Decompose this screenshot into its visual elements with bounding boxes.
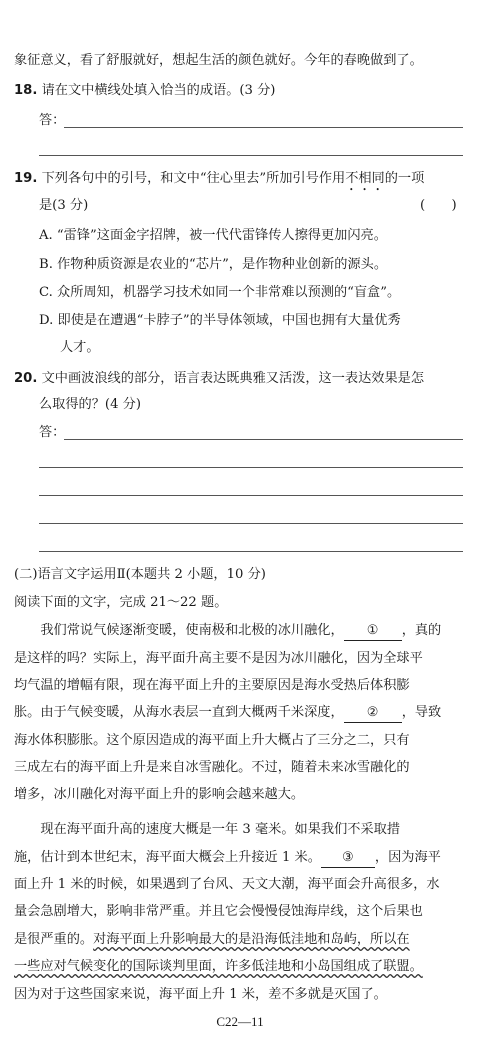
question-19-text-part2: 的一项 [384, 171, 425, 186]
answer-line[interactable] [39, 155, 463, 156]
question-20 [14, 370, 424, 388]
question-19-number: 19. [14, 171, 38, 186]
question-20-answer-label: 答： [39, 425, 66, 440]
passage-text: 是很严重的。 [14, 932, 94, 947]
answer-line[interactable] [64, 439, 463, 440]
passage-line: 量会急剧增大，影响非常严重。并且它会慢慢侵蚀海岸线，这个后果也 [14, 904, 423, 919]
passage-text: 施，估计到本世纪末，海平面大概会上升接近 1 米。 [14, 850, 321, 865]
wavy-underlined-text: 对海平面上升影响最大的是沿海低洼地和岛屿，所以在 [93, 932, 410, 947]
option-d: D. 即使是在遭遇“卡脖子”的半导体领域，中国也拥有大量优秀 [39, 313, 401, 328]
question-20-number: 20. [14, 371, 38, 386]
question-19-text-part1: 下列各句中的引号，和文中“往心里去”所加引号作用 [41, 171, 346, 186]
page-footer: C22—11 [216, 1014, 264, 1029]
passage-text: ，导致 [401, 705, 442, 720]
passage-line [14, 622, 441, 641]
passage-line [14, 931, 410, 949]
option-a: A. “雷锋”这面金字招牌，被一代代雷锋传人擦得更加闪亮。 [39, 228, 387, 243]
passage-text: 胀。由于气候变暖，从海水表层一直到大概两千米深度， [14, 705, 344, 720]
wavy-underlined-text: 一些应对气候变化的国际谈判里面，许多低洼地和小岛国组成了联盟。 [14, 959, 423, 974]
passage-text: ，真的 [401, 623, 442, 638]
section-instruction: 阅读下面的文字，完成 21～22 题。 [14, 595, 228, 610]
answer-line[interactable] [39, 495, 463, 496]
passage-line: 现在海平面升高的速度大概是一年 3 毫米。如果我们不采取措 [14, 822, 401, 837]
passage-continuation: 象征意义，看了舒服就好，想起生活的颜色就好。今年的春晚做到了。 [14, 53, 423, 68]
answer-bracket[interactable]: ( ) [420, 198, 457, 213]
answer-line[interactable] [39, 523, 463, 524]
passage-line [14, 704, 441, 723]
passage-text: ，因为海平 [374, 850, 441, 865]
emphasis-dots-text: 不相同 [345, 171, 385, 186]
question-18-answer-label: 答： [39, 113, 66, 128]
blank-2[interactable]: ② [344, 704, 402, 723]
option-d-continued: 人才。 [60, 340, 100, 355]
question-18 [14, 82, 275, 100]
passage-line [14, 849, 441, 868]
answer-line[interactable] [64, 127, 463, 128]
question-20-text-line2: 么取得的？(4 分) [39, 397, 141, 412]
question-20-text: 文中画波浪线的部分，语言表达既典雅又活泼，这一表达效果是怎 [41, 371, 425, 386]
question-18-text: 请在文中横线处填入恰当的成语。(3 分) [41, 83, 276, 98]
passage-text: 我们常说气候逐渐变暖，使南极和北极的冰川融化， [14, 623, 344, 638]
answer-line[interactable] [39, 551, 463, 552]
option-b: B. 作物种质资源是农业的“芯片”，是作物种业创新的源头。 [39, 257, 388, 272]
blank-1[interactable]: ① [344, 622, 402, 641]
option-c: C. 众所周知，机器学习技术如同一个非常难以预测的“盲盒”。 [39, 285, 401, 300]
question-19 [14, 170, 424, 194]
passage-line: 海水体积膨胀。这个原因造成的海平面上升大概占了三分之二，只有 [14, 733, 410, 748]
question-18-number: 18. [14, 83, 38, 98]
passage-line: 三成左右的海平面上升是来自冰雪融化。不过，随着未来冰雪融化的 [14, 760, 410, 775]
passage-line: 增多，冰川融化对海平面上升的影响会越来越大。 [14, 787, 305, 802]
section-title: (二)语言文字运用Ⅱ(本题共 2 小题，10 分) [14, 567, 266, 582]
passage-line: 面上升 1 米的时候，如果遇到了台风、天文大潮，海平面会升高很多，水 [14, 877, 440, 892]
passage-line: 是这样的吗？实际上，海平面升高主要不是因为冰川融化，因为全球平 [14, 651, 423, 666]
passage-line: 均气温的增幅有限，现在海平面上升的主要原因是海水受热后体积膨 [14, 678, 410, 693]
answer-line[interactable] [39, 467, 463, 468]
passage-line: 因为对于这些国家来说，海平面上升 1 米，差不多就是灭国了。 [14, 987, 387, 1002]
question-19-score: 是(3 分) [39, 198, 89, 213]
blank-3[interactable]: ③ [321, 849, 375, 868]
passage-line [14, 958, 423, 976]
